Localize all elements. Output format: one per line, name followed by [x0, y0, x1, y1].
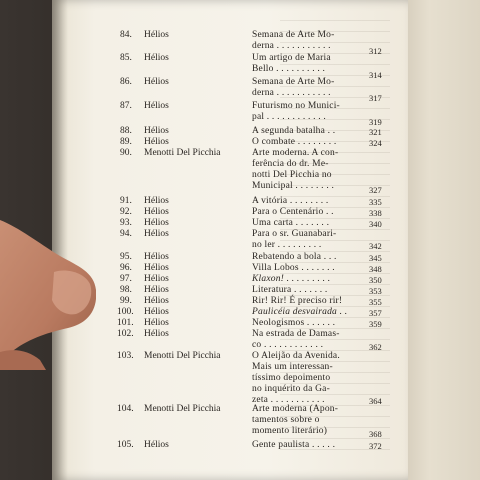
entry-title: Rir! Rir! É preciso rir! [252, 296, 343, 306]
entry-number: 104. [117, 404, 134, 414]
entry-page: 345 [369, 253, 382, 263]
entry-title: Uma carta . . . . . . . [252, 218, 330, 228]
entry-author: Hélios [144, 285, 169, 295]
entry-author: Menotti Del Picchia [144, 404, 221, 414]
entry-title: Semana de Arte Mo- derna . . . . . . . . . . . [252, 77, 335, 98]
entry-page: 319 [369, 117, 382, 127]
entry-page: 335 [369, 197, 382, 207]
entry-author: Hélios [144, 77, 169, 87]
entry-page: 340 [369, 219, 382, 229]
entry-page: 327 [369, 185, 382, 195]
entry-title: Klaxon! . . . . . . . . . [252, 274, 331, 284]
entry-author: Hélios [144, 296, 169, 306]
entry-page: 321 [369, 127, 382, 137]
right-page-edge [408, 0, 480, 480]
entry-number: 103. [117, 351, 134, 361]
entry-title: O Aleijão da Avenida. Mais um interessan- tíssimo depoimento no inquérito da Ga- zeta . . . . . . . . . . . [252, 351, 340, 405]
entry-author: Hélios [144, 318, 169, 328]
entry-page: 353 [369, 286, 382, 296]
entry-title: Arte moderna. A con- ferência do dr. Me- notti Del Picchia no Municipal . . . . . . . . [252, 148, 339, 191]
entry-title: Villa Lobos . . . . . . . [252, 263, 335, 273]
entry-title: Paulicéia desvairada . . [252, 307, 348, 317]
entry-number: 97. [120, 274, 132, 284]
entry-number: 86. [120, 77, 132, 87]
entry-number: 95. [120, 252, 132, 262]
entry-page: 317 [369, 93, 382, 103]
entry-author: Hélios [144, 207, 169, 217]
entry-author: Hélios [144, 252, 169, 262]
entry-author: Hélios [144, 137, 169, 147]
entry-page: 350 [369, 275, 382, 285]
entry-number: 89. [120, 137, 132, 147]
entry-page: 357 [369, 308, 382, 318]
entry-number: 92. [120, 207, 132, 217]
entry-number: 88. [120, 126, 132, 136]
entry-page: 368 [369, 429, 382, 439]
entry-number: 91. [120, 196, 132, 206]
entry-title: Um artigo de Maria Bello . . . . . . . . . . [252, 53, 331, 74]
entry-page: 342 [369, 241, 382, 251]
entry-page: 359 [369, 319, 382, 329]
entry-number: 84. [120, 30, 132, 40]
entry-author: Menotti Del Picchia [144, 148, 221, 158]
entry-title: Gente paulista . . . . . [252, 440, 336, 450]
entry-title: Rebatendo a bola . . . [252, 252, 337, 262]
entry-page: 338 [369, 208, 382, 218]
entry-number: 93. [120, 218, 132, 228]
entry-author: Hélios [144, 274, 169, 284]
entry-number: 100. [117, 307, 134, 317]
entry-author: Hélios [144, 101, 169, 111]
entry-title: Arte moderna (Apon- tamentos sobre o momento literário) [252, 404, 339, 436]
entry-page: 355 [369, 297, 382, 307]
entry-author: Hélios [144, 307, 169, 317]
entry-title: A vitória . . . . . . . . [252, 196, 329, 206]
entry-author: Hélios [144, 329, 169, 339]
entry-number: 90. [120, 148, 132, 158]
entry-page: 314 [369, 70, 382, 80]
entry-author: Hélios [144, 196, 169, 206]
entry-title: Para o Centenário . . [252, 207, 334, 217]
entry-number: 102. [117, 329, 134, 339]
entry-title: Semana de Arte Mo- derna . . . . . . . . . . . [252, 30, 335, 51]
entry-number: 99. [120, 296, 132, 306]
hand-thumb [0, 220, 96, 370]
entry-author: Menotti Del Picchia [144, 351, 221, 361]
entry-title: Neologismos . . . . . . [252, 318, 336, 328]
entry-page: 348 [369, 264, 382, 274]
entry-author: Hélios [144, 218, 169, 228]
entry-number: 85. [120, 53, 132, 63]
entry-title: Para o sr. Guanabari- no ler . . . . . . . . . [252, 229, 337, 250]
entry-author: Hélios [144, 263, 169, 273]
entry-number: 96. [120, 263, 132, 273]
entry-page: 364 [369, 396, 382, 406]
entry-page: 372 [369, 441, 382, 451]
entry-title: O combate . . . . . . . . [252, 137, 337, 147]
entry-page: 324 [369, 138, 382, 148]
entry-number: 105. [117, 440, 134, 450]
entry-number: 87. [120, 101, 132, 111]
entry-title: Futurismo no Munici- pal . . . . . . . . . . . . [252, 101, 340, 122]
entry-title: Na estrada de Damas- co . . . . . . . . . . . . [252, 329, 340, 350]
entry-author: Hélios [144, 440, 169, 450]
entry-title: A segunda batalha . . [252, 126, 336, 136]
entry-number: 98. [120, 285, 132, 295]
entry-number: 94. [120, 229, 132, 239]
entry-author: Hélios [144, 126, 169, 136]
entry-title: Literatura . . . . . . . [252, 285, 328, 295]
entry-number: 101. [117, 318, 134, 328]
entry-author: Hélios [144, 30, 169, 40]
entry-author: Hélios [144, 229, 169, 239]
entry-author: Hélios [144, 53, 169, 63]
entry-page: 312 [369, 46, 382, 56]
entry-page: 362 [369, 342, 382, 352]
